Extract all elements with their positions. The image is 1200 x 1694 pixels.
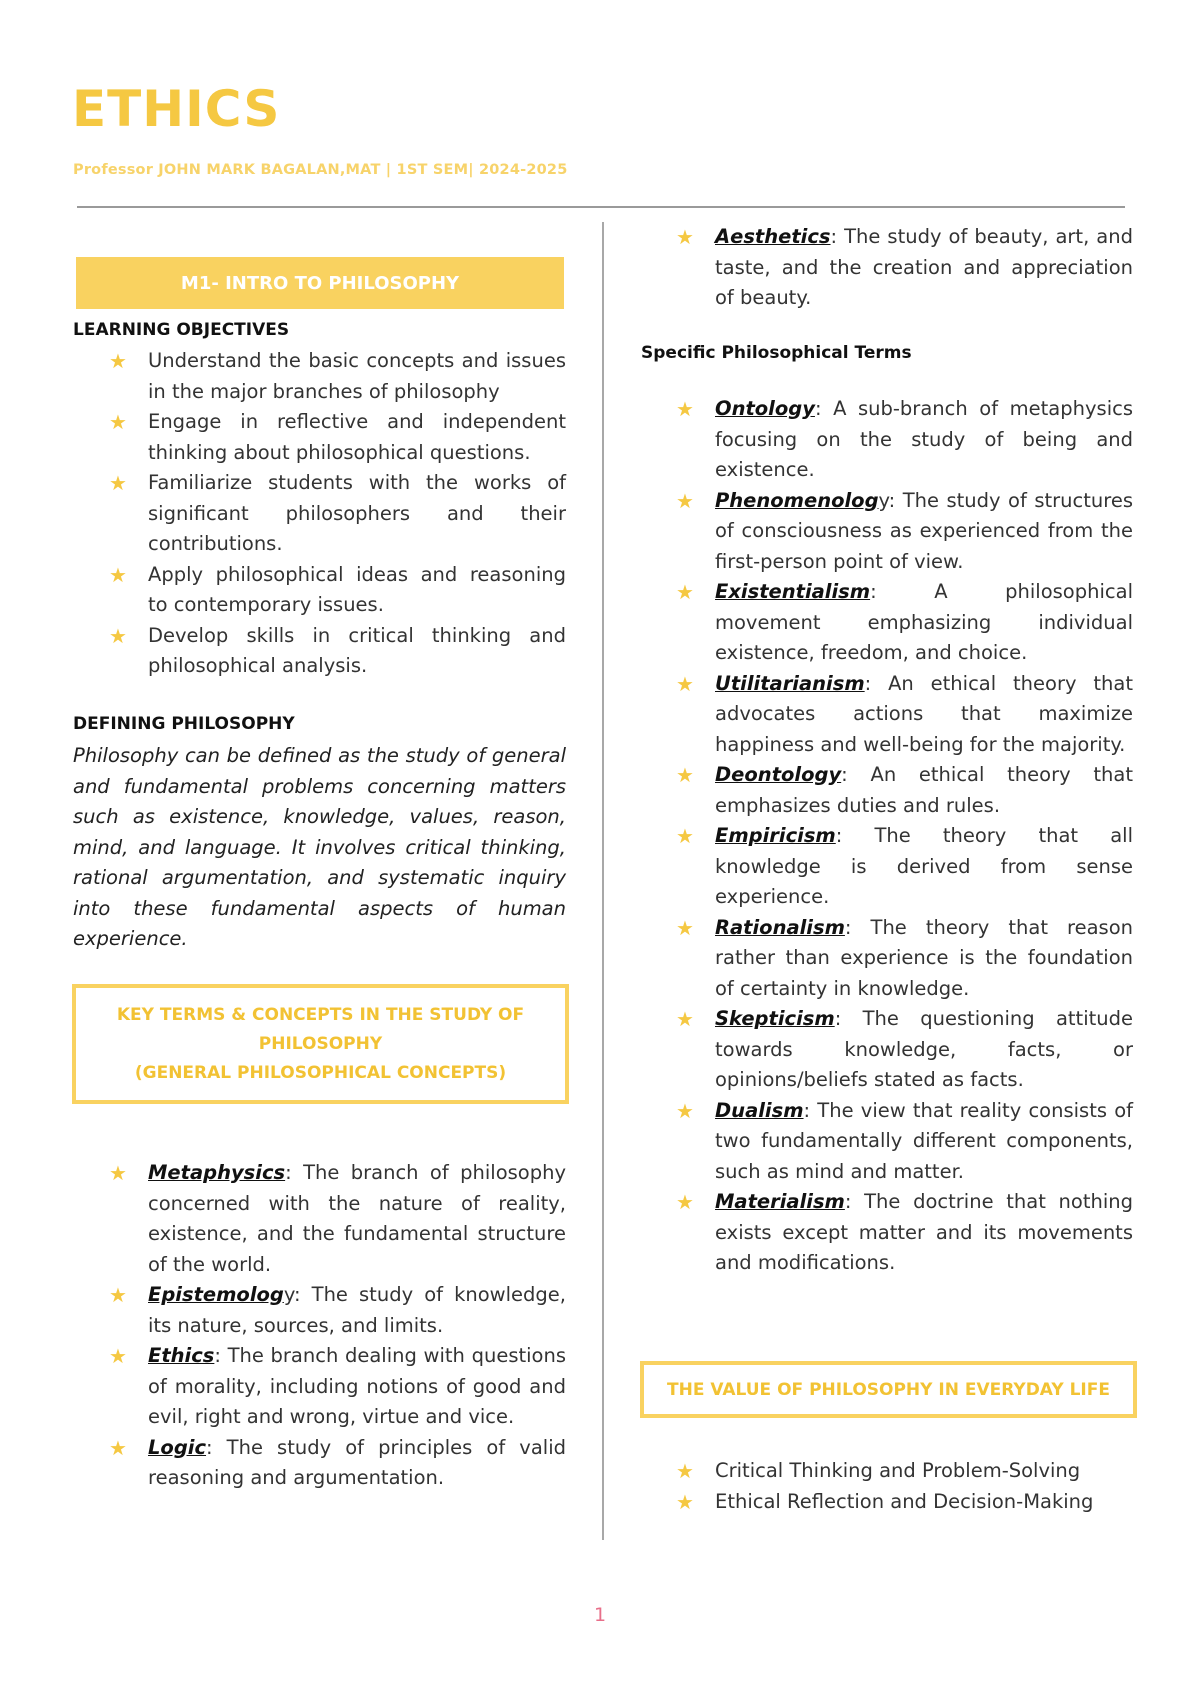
specific-terms-heading: Specific Philosophical Terms: [641, 343, 912, 363]
star-bullet-icon: ★: [109, 349, 127, 373]
list-item: ★ Engage in reflective and independent thinking about philosophical questions.: [109, 407, 566, 468]
list-item: ★ Dualism: The view that reality consists of two fundamentally different components, such as mind and matter.: [676, 1096, 1133, 1188]
star-bullet-icon: ★: [676, 1007, 694, 1031]
learning-objectives-heading: LEARNING OBJECTIVES: [73, 320, 290, 340]
star-bullet-icon: ★: [109, 1283, 127, 1307]
list-item: ★ Rationalism: The theory that reason rather than experience is the foundation of certainty in knowledge.: [676, 913, 1133, 1005]
star-bullet-icon: ★: [676, 671, 694, 696]
term-label: Rationalism: [715, 915, 845, 939]
key-terms-banner: [72, 984, 569, 1104]
star-bullet-icon: ★: [109, 471, 127, 495]
list-item: ★ Apply philosophical ideas and reasoning to contemporary issues.: [109, 560, 566, 621]
term-label: Dualism: [715, 1098, 804, 1122]
term-label: Aesthetics: [715, 225, 831, 248]
key-terms-banner-line: KEY TERMS & CONCEPTS IN THE STUDY OF: [116, 1004, 525, 1025]
page-number: 1: [593, 1604, 607, 1626]
list-item: ★ Skepticism: The questioning attitude towards knowledge, facts, or opinions/beliefs stated as facts.: [676, 1004, 1133, 1096]
defining-philosophy-heading: DEFINING PHILOSOPHY: [73, 714, 295, 734]
term-label: Empiricism: [715, 824, 836, 847]
term-label: Metaphysics: [148, 1161, 286, 1184]
philosophy-definition: Philosophy can be defined as the study of general and fundamental problems concerning matters such as existence, knowledge, values, reason, mind, and language. It involves critical thinking, rational argumentation, and systematic inquiry into these fundamental aspects of human experience.: [73, 744, 566, 950]
term-label: Deontology: [715, 763, 842, 786]
term-label: Phenomenolog: [715, 488, 879, 512]
specific-terms-list: [676, 394, 1133, 1279]
star-bullet-icon: ★: [109, 623, 127, 648]
list-item: ★ Epistemology: The study of knowledge, its nature, sources, and limits.: [109, 1280, 566, 1341]
list-item: ★ Phenomenology: The study of structures of consciousness as experienced from the first-person point of view.: [676, 486, 1133, 578]
document-title: ETHICS: [72, 80, 281, 138]
key-terms-banner-line: PHILOSOPHY: [258, 1033, 383, 1054]
star-bullet-icon: ★: [676, 225, 694, 249]
module-banner: M1- INTRO TO PHILOSOPHY: [76, 257, 564, 309]
course-subtitle: Professor JOHN MARK BAGALAN,MAT | 1ST SEM| 2024-2025: [73, 162, 568, 178]
star-bullet-icon: ★: [676, 915, 694, 940]
star-bullet-icon: ★: [109, 1161, 127, 1185]
list-item: ★ Critical Thinking and Problem-Solving: [676, 1456, 1133, 1487]
general-terms-list-continued: [676, 222, 1133, 314]
column-divider: [602, 222, 604, 1540]
star-bullet-icon: ★: [676, 580, 694, 604]
list-item: ★ Ontology: A sub-branch of metaphysics focusing on the study of being and existence.: [676, 394, 1133, 486]
star-bullet-icon: ★: [109, 1344, 127, 1368]
general-terms-list: [109, 1158, 566, 1494]
header-divider: [77, 206, 1125, 208]
list-item: ★ Develop skills in critical thinking and philosophical analysis.: [109, 621, 566, 682]
value-of-philosophy-banner: THE VALUE OF PHILOSOPHY IN EVERYDAY LIFE: [640, 1361, 1137, 1418]
term-label: Logic: [148, 1435, 207, 1459]
list-item: ★ Deontology: An ethical theory that emphasizes duties and rules.: [676, 760, 1133, 821]
list-item: ★ Existentialism: A philosophical movement emphasizing individual existence, freedom, and choice.: [676, 577, 1133, 669]
star-bullet-icon: ★: [109, 562, 127, 587]
star-bullet-icon: ★: [676, 1098, 694, 1123]
star-bullet-icon: ★: [109, 410, 127, 434]
list-item: ★ Understand the basic concepts and issues in the major branches of philosophy: [109, 346, 566, 407]
list-item: ★ Ethical Reflection and Decision-Making: [676, 1487, 1133, 1518]
list-item: ★ Empiricism: The theory that all knowledge is derived from sense experience.: [676, 821, 1133, 913]
list-item: ★ Metaphysics: The branch of philosophy concerned with the nature of reality, existence, and the fundamental structure of the world.: [109, 1158, 566, 1280]
list-item: ★ Logic: The study of principles of valid reasoning and argumentation.: [109, 1433, 566, 1494]
star-bullet-icon: ★: [676, 488, 694, 513]
term-label: Materialism: [715, 1190, 845, 1213]
star-bullet-icon: ★: [676, 397, 694, 421]
term-label: Ontology: [715, 397, 815, 420]
term-label: Existentialism: [715, 580, 871, 603]
star-bullet-icon: ★: [676, 763, 694, 787]
list-item: ★ Materialism: The doctrine that nothing exists except matter and its movements and modifications.: [676, 1187, 1133, 1279]
star-bullet-icon: ★: [676, 1190, 694, 1214]
list-item: ★ Aesthetics: The study of beauty, art, and taste, and the creation and appreciation of beauty.: [676, 222, 1133, 314]
star-bullet-icon: ★: [676, 1489, 694, 1514]
list-item: ★ Utilitarianism: An ethical theory that advocates actions that maximize happiness and well-being for the majority.: [676, 669, 1133, 761]
list-item: ★ Familiarize students with the works of significant philosophers and their contributions.: [109, 468, 566, 560]
list-item: ★ Ethics: The branch dealing with questions of morality, including notions of good and evil, right and wrong, virtue and vice.: [109, 1341, 566, 1433]
key-terms-banner-line: (GENERAL PHILOSOPHICAL CONCEPTS): [134, 1062, 507, 1083]
learning-objectives-list: [109, 346, 566, 682]
value-items-list: [676, 1456, 1133, 1517]
term-label: Utilitarianism: [715, 671, 865, 695]
term-label: Epistemolog: [148, 1283, 284, 1306]
star-bullet-icon: ★: [109, 1435, 127, 1460]
star-bullet-icon: ★: [676, 824, 694, 848]
term-label: Skepticism: [715, 1007, 835, 1030]
term-label: Ethics: [148, 1344, 215, 1367]
star-bullet-icon: ★: [676, 1459, 694, 1483]
